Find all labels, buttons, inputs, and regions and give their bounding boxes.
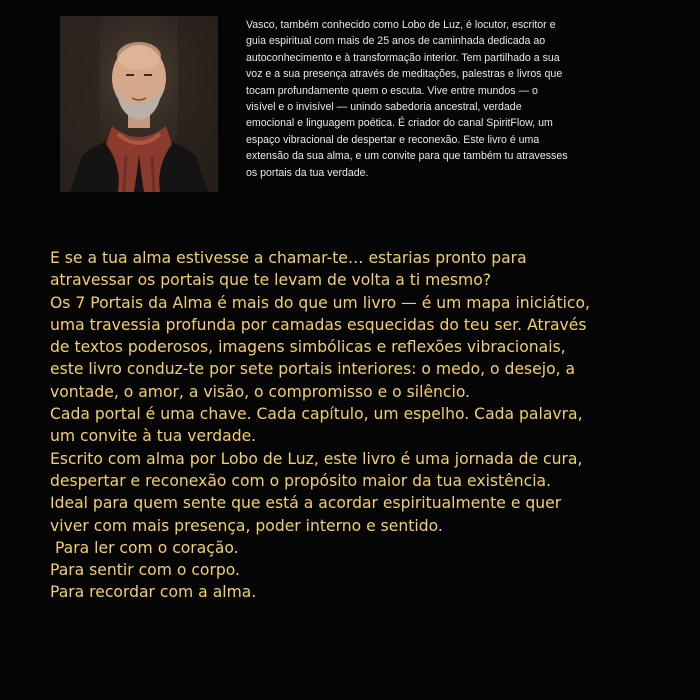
- author-portrait-image: [60, 16, 218, 192]
- blurb-line: despertar e reconexão com o propósito maior da tua existência.: [50, 471, 552, 490]
- author-bio-line: voz e a sua presença através de meditações, palestras e livros que: [246, 68, 563, 81]
- blurb-line: Para sentir com o corpo.: [50, 561, 241, 580]
- blurb-line: uma travessia profunda por camadas esquecidas do teu ser. Através: [50, 315, 587, 334]
- blurb-line: Cada portal é uma chave. Cada capítulo, um espelho. Cada palavra,: [50, 405, 583, 424]
- blurb-line: de textos poderosos, imagens simbólicas e reflexões vibracionais,: [50, 338, 566, 357]
- author-bio-line: guia espiritual com mais de 25 anos de caminhada dedicada ao: [246, 35, 546, 48]
- author-bio-line: visível e o invisível — unindo sabedoria ancestral, verdade: [246, 101, 522, 114]
- author-bio-line: Vasco, também conhecido como Lobo de Luz, é locutor, escritor e: [246, 19, 556, 31]
- author-bio-line: os portais da tua verdade.: [246, 166, 369, 179]
- author-bio-line: emocional e linguagem poética. É criador do canal SpiritFlow, um: [246, 117, 553, 130]
- blurb-line: Escrito com alma por Lobo de Luz, este livro é uma jornada de cura,: [50, 449, 583, 468]
- blurb-line: este livro conduz-te por sete portais interiores: o medo, o desejo, a: [50, 360, 576, 379]
- blurb-line: vontade, o amor, a visão, o compromisso e o silêncio.: [50, 382, 471, 401]
- author-bio: [246, 17, 646, 181]
- blurb-line: Os 7 Portais da Alma é mais do que um livro — é um mapa iniciático,: [50, 293, 590, 312]
- blurb-line: atravessar os portais que te levam de volta a ti mesmo?: [50, 271, 492, 290]
- blurb-line: E se a tua alma estivesse a chamar-te… estarias pronto para: [50, 249, 527, 267]
- blurb-line: Para ler com o coração.: [50, 538, 239, 557]
- blurb-line: um convite à tua verdade.: [50, 427, 257, 446]
- blurb-line: Ideal para quem sente que está a acordar espiritualmente e quer: [50, 494, 562, 513]
- author-photo: [60, 16, 218, 192]
- author-bio-line: autoconhecimento e à transformação interior. Tem partilhado a sua: [246, 51, 560, 64]
- author-bio-line: espaço vibracional de despertar e reconexão. Este livro é uma: [246, 133, 540, 146]
- blurb-line: Para recordar com a alma.: [50, 583, 257, 602]
- author-bio-line: tocam profundamente quem o escuta. Vive entre mundos — o: [246, 84, 538, 97]
- author-bio-line: extensão da sua alma, e um convite para que também tu atravesses: [246, 150, 568, 163]
- book-blurb: [50, 247, 670, 604]
- blurb-line: viver com mais presença, poder interno e sentido.: [50, 516, 443, 535]
